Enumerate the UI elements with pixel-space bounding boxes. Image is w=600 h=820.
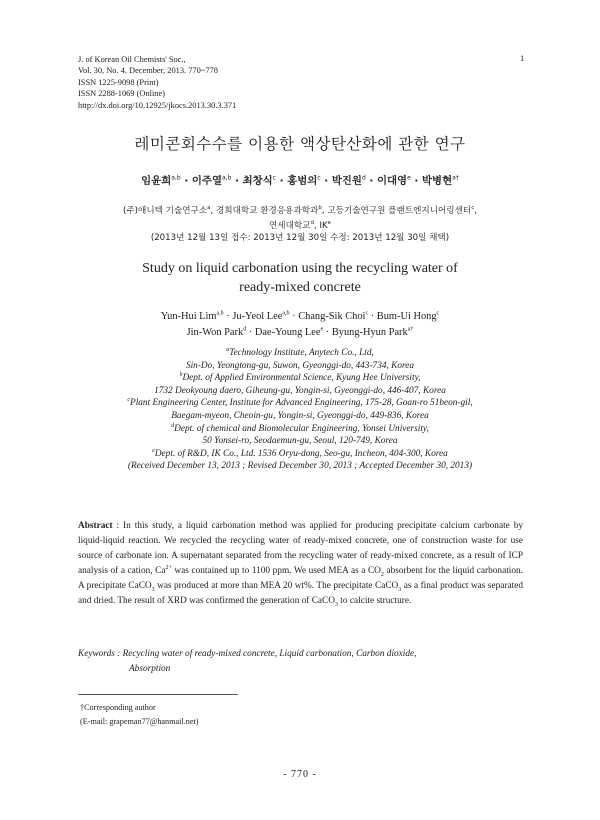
english-authors-line [130,325,470,341]
english-authors-line [130,309,470,325]
korean-affiliations [110,204,490,233]
abstract-text: was produced at more than MEA 20 wt%. The precipitate CaCO [154,580,399,591]
author-name: Yun-Hui Lim [160,311,217,322]
affiliation-line [60,347,540,360]
affiliation-line [60,410,540,423]
kr-affil-sup: c [471,205,475,212]
author-separator: · [180,175,192,187]
affiliation-line [60,460,540,473]
abstract-text: to calcite structure. [337,595,412,606]
author-name: Dae-Young Lee [254,326,321,338]
affiliation-text: 1732 Deokyoung daero, Giheung-gu, Yongin-si, Gyeonggi-do, 446-407, Korea [154,385,446,396]
keywords-line: Absorption [129,663,171,674]
english-title [100,259,500,297]
affiliation-text: Dept. of Applied Environmental Science, Kyung Hee University, [182,373,421,384]
kr-affil-text: , 경희대학교 환경응용과학과 [210,206,319,216]
abstract-text: was contained up to 1100 ppm. We used MEA as a CO [171,565,381,576]
affiliation-mark: a [226,346,230,353]
affiliation-text: (Received December 13, 2013 ; Revised December 30, 2013 ; Accepted December 30, 2013) [127,461,473,472]
author-name: 홍범의 [287,175,318,187]
author-affiliation-mark: a† [452,174,459,182]
english-authors [130,309,470,340]
affiliation-line [60,360,540,373]
author-affiliation-mark: a,b [282,310,290,317]
author-affiliation-mark: d [361,174,366,182]
abstract-sub: 3 [334,601,338,608]
author-name: Jin-Won Park [186,326,244,338]
affiliation-text: Baegam-myeon, Cheoin-gu, Yongin-si, Gyeonggi-do, 449-836, Korea [171,410,429,421]
abstract [78,519,523,608]
doi-link[interactable]: http://dx.doi.org/10.12925/jkocs.2013.30.3.371 [78,100,237,110]
footnote [80,701,198,728]
author-affiliation-mark: a,b [171,174,181,182]
kr-affil-sup: b [318,205,322,212]
affiliation-line [60,435,540,448]
journal-name: J. of Korean Oil Chemists' Soc., [78,55,186,64]
abstract-sub: 2 [380,571,384,578]
english-title-line: ready-mixed concrete [239,280,361,295]
author-affiliation-mark: e [320,326,324,333]
issn-online: ISSN 2288-1069 (Online) [78,89,166,99]
kr-affil-text: 연세대학교 [268,220,311,231]
author-separator: · [276,175,288,187]
affiliation-line [60,385,540,398]
author-name: 이대영 [376,175,408,187]
author-separator: · [410,175,422,187]
kr-affil-text: (주)애니텍 기술연구소 [123,206,208,216]
author-name: Ju-Yeol Lee [232,311,283,322]
kr-affil-text: , IK [313,220,328,231]
author-email[interactable]: (E-mail: grapeman77@hanmail.net) [80,716,199,726]
english-title-line: Study on liquid carbonation using the recycling water of [142,261,458,276]
abstract-colon: : [112,521,124,531]
abstract-label: Abstract [78,521,113,531]
affiliation-text: 50 Yonsei-ro, Seodaemun-gu, Seoul, 120-749, Korea [202,436,398,447]
author-name: Bum-Ui Hong [376,311,437,322]
author-separator: · [365,175,377,187]
footnote-divider [78,694,238,695]
english-affiliations [60,347,540,473]
kr-affil-text: , 고등기술연구원 플랜트엔지니어링센터 [321,206,472,216]
abstract-sub: 3 [151,586,155,593]
corresponding-author: †Corresponding author [80,703,156,712]
keywords [78,647,523,676]
keywords-label: Keywords [78,649,115,659]
author-affiliation-mark: c [436,310,440,317]
kr-affil-sup: d [310,219,314,226]
author-name: 박진원 [331,175,362,187]
affiliation-line [60,397,540,410]
author-affiliation-mark: a,b [222,174,232,182]
author-separator: · [323,326,332,338]
author-name: 최창식 [242,175,273,187]
author-affiliation-mark: c [272,174,277,182]
author-affiliation-mark: e [407,174,411,182]
author-affiliation-mark: d [243,326,247,333]
page-number-bottom: - 770 - [283,769,317,780]
author-separator: · [289,311,299,322]
abstract-sub: 3 [398,586,402,593]
korean-dates: (2013년 12월 13일 접수: 2013년 12월 30일 수정: 2013년 12월 30일 채택) [150,233,450,243]
affiliation-text: Technology Institute, Anytech Co., Ltd, [229,348,374,358]
author-affiliation-mark: c [365,310,369,317]
affiliation-text: Dept. of R&D, IK Co., Ltd. 1536 Oryu-dong, Seo-gu, Incheon, 404-300, Korea [154,448,448,459]
author-separator: · [223,311,233,322]
author-separator: · [368,311,377,322]
korean-title: 레미콘회수수를 이용한 액상탄산화에 관한 연구 [134,135,466,153]
author-name: Byung-Hyun Park [331,326,408,338]
author-separator: · [320,175,332,187]
kr-affil-sup: a [207,205,211,212]
affiliation-line [60,423,540,436]
author-name: 박병현 [422,175,453,187]
affiliation-mark: e [152,447,155,454]
journal-volume: Vol. 30, No. 4. December, 2013. 770~778 [78,66,218,76]
affiliation-line [60,448,540,461]
author-separator: · [231,175,243,187]
affiliation-mark: d [171,422,175,429]
journal-info [78,54,236,111]
korean-authors [0,172,600,187]
affiliation-text: Sin-Do, Yeongtong-gu, Suwon, Gyeonggi-do, 443-734, Korea [185,360,415,371]
abstract-text: absorbent for the liquid carbonation. A precipitate CaCO [78,565,523,591]
issn-print: ISSN 1225-9098 (Print) [78,77,159,87]
author-name: 임윤희 [141,175,172,187]
author-affiliation-mark: a,b [216,310,224,317]
affiliation-line [60,372,540,385]
abstract-text: as a final product was separated and dried. The result of XRD was confirmed the generation of CaCO [78,580,523,606]
page-number-top: 1 [520,54,525,63]
affiliation-mark: c [127,397,131,404]
abstract-sup: 2+ [165,564,172,571]
affiliation-text: Dept. of chemical and Biomolecular Engineering, Yonsei University, [174,423,429,434]
author-affiliation-mark: a† [407,326,414,333]
kr-affil-text: , [474,206,477,216]
affiliation-mark: b [179,372,183,379]
affiliation-text: Plant Engineering Center, Institute for Advanced Engineering, 175-28, Goan-ro 51beon-gil, [130,398,473,409]
author-name: 이주열 [191,175,223,187]
author-affiliation-mark: c [317,174,321,182]
kr-affil-sup: e [327,219,332,226]
keywords-line: : Recycling water of ready-mixed concrete, Liquid carbonation, Carbon dioxide, [114,649,417,659]
author-separator: · [246,326,255,338]
abstract-text: In this study, a liquid carbonation method was applied for producing precipitate calcium carbonate by liquid-liquid reaction. We recycled the recycling water of ready-mixed concrete, one of construction waste for use source of carbonate ion. A supernatant separated from the recycling water of ready-mixed concrete, as a result of ICP analysis of a cation, Ca [78,521,523,576]
author-name: Chang-Sik Choi [298,311,366,322]
